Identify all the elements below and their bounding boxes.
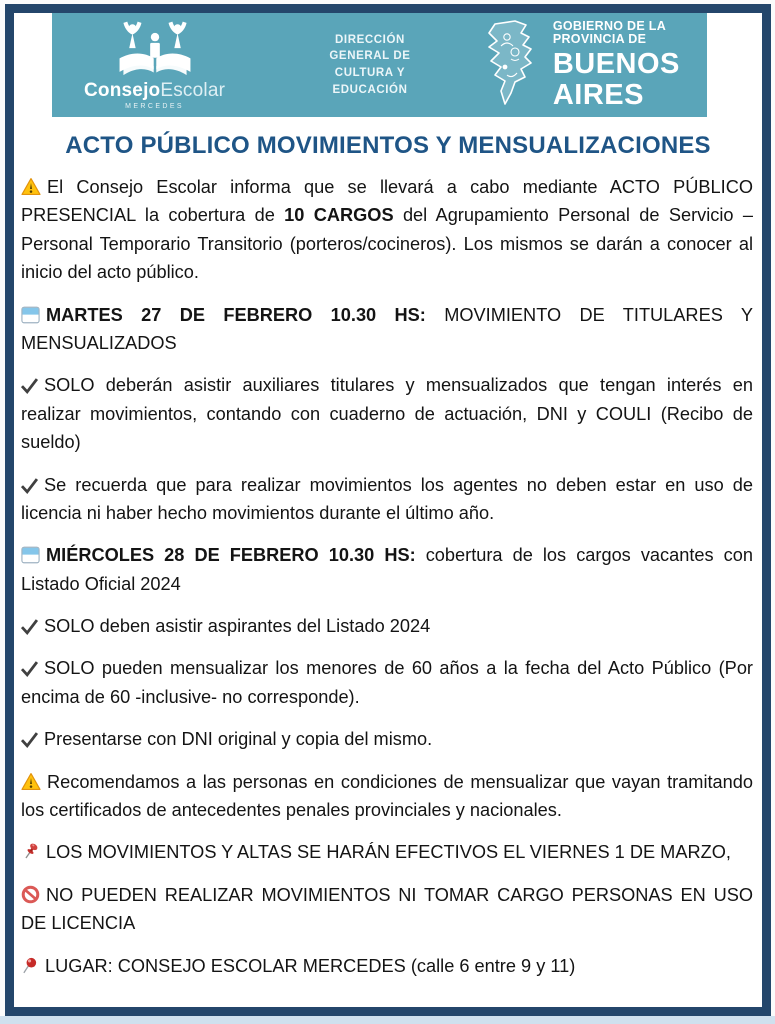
text-segment: cobertura de los cargos vacantes con Listado Oficial 2024 [21, 545, 754, 594]
check-icon [21, 661, 38, 677]
direccion-line2: CULTURA Y EDUCACIÓN [332, 67, 408, 96]
announcement-paragraph [21, 952, 753, 980]
text-segment: LOS MOVIMIENTOS Y ALTAS SE HARÁN EFECTIVOS EL VIERNES 1 DE MARZO, [46, 842, 731, 863]
text-segment: NO PUEDEN REALIZAR MOVIMIENTOS NI TOMAR CARGO PERSONAS EN USO DE LICENCIA [21, 884, 753, 934]
calendar-icon [21, 306, 40, 324]
announcement-paragraph [21, 612, 753, 640]
brand-bold: Consejo [84, 79, 161, 101]
direccion-general-label [311, 32, 429, 99]
page-title: ACTO PÚBLICO MOVIMIENTOS Y MENSUALIZACIONES [65, 132, 711, 159]
brand-city-label: MERCEDES [125, 102, 184, 110]
pushpin-icon [21, 842, 40, 861]
consejo-escolar-wordmark [84, 81, 225, 100]
bottom-strip [0, 1016, 775, 1024]
gobierno-label [553, 20, 707, 110]
buenos-aires-province-map-icon [481, 19, 545, 112]
announcement-page [5, 4, 771, 1016]
announcement-paragraph [21, 173, 753, 287]
announcement-paragraph [21, 541, 753, 598]
text-segment: SOLO deben asistir aspirantes del Listado 2024 [44, 616, 431, 637]
text-segment: SOLO deberán asistir auxiliares titulares y mensualizados que tengan interés en realizar movimientos, contando con cuaderno de actuación, DNI y COULI (Recibo de sueldo) [21, 375, 753, 453]
check-icon [21, 378, 38, 394]
gobierno-line2: BUENOS AIRES [552, 48, 680, 111]
announcement-paragraph [21, 725, 753, 753]
gobierno-block [481, 19, 707, 112]
text-segment: MARTES 27 DE FEBRERO 10.30 HS: [46, 304, 426, 325]
text-segment: Recomendamos a las personas en condiciones de mensualizar que vayan tramitando los certificados de antecedentes penales provinciales y nacionales. [21, 771, 753, 821]
text-segment: El Consejo Escolar informa que se llevará a cabo mediante ACTO PÚBLICO PRESENCIAL la cobertura de [21, 177, 753, 226]
announcement-paragraph [21, 838, 753, 866]
announcement-paragraph [21, 371, 753, 456]
warning-icon [21, 772, 41, 791]
check-icon [21, 732, 38, 748]
consejo-escolar-logo [84, 21, 225, 110]
consejo-escolar-figures-book-icon [96, 21, 214, 79]
text-segment: LUGAR: CONSEJO ESCOLAR MERCEDES (calle 6 entre 9 y 11) [45, 955, 576, 976]
calendar-icon [21, 546, 40, 564]
announcement-paragraph [21, 768, 753, 825]
round-pin-icon [21, 956, 39, 975]
text-segment: Se recuerda que para realizar movimientos los agentes no deben estar en uso de licencia ni haber hecho movimientos durante el último año. [21, 474, 753, 523]
check-icon [21, 478, 38, 494]
announcement-paragraph [21, 471, 753, 528]
text-segment: SOLO pueden mensualizar los menores de 60 años a la fecha del Acto Público (Por encima de 60 -inclusive- no corresponde). [21, 658, 753, 707]
text-segment: MIÉRCOLES 28 DE FEBRERO 10.30 HS: [46, 545, 416, 566]
direccion-line1: DIRECCIÓN GENERAL DE [329, 33, 411, 63]
check-icon [21, 619, 38, 635]
text-segment: MOVIMIENTO DE TITULARES Y MENSUALIZADOS [21, 304, 753, 353]
announcement-body [14, 173, 762, 980]
text-segment: 10 CARGOS [284, 205, 394, 226]
header-banner [52, 13, 707, 117]
text-segment: del Agrupamiento Personal de Servicio – Personal Temporario Transitorio (porteros/cocineros). Los mismos se darán a conocer al inicio del acto público. [21, 205, 754, 283]
no-entry-icon [21, 885, 40, 904]
warning-icon [21, 177, 41, 196]
gobierno-line1: GOBIERNO DE LA PROVINCIA DE [552, 18, 666, 47]
text-segment: Presentarse con DNI original y copia del mismo. [44, 729, 433, 750]
announcement-paragraph [21, 881, 753, 938]
announcement-paragraph [21, 654, 753, 711]
announcement-paragraph [21, 301, 753, 358]
brand-light: Escolar [160, 79, 226, 101]
